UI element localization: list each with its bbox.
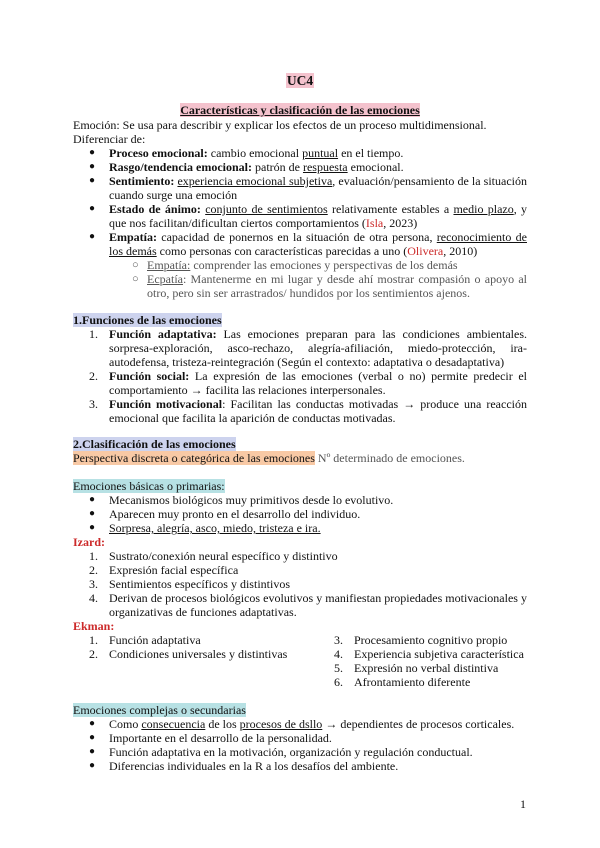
izard-item: 4. Derivan de procesos biológicos evolutivos y manifiestan propiedades motivacionales y organizativas de funciones adaptativas. bbox=[89, 591, 527, 619]
unit-code: UC4 bbox=[286, 73, 314, 88]
page-number: 1 bbox=[520, 797, 526, 811]
diff-item-estado-animo: ● Estado de ánimo: conjunto de sentimientos relativamente estables a medio plazo, y que nos facilitan/dificultan ciertos comportamientos (Isla, 2023) bbox=[89, 202, 528, 230]
complex-item: ● Importante en el desarrollo de la personalidad. bbox=[89, 731, 332, 745]
empathy-sub-empatia: ○ Empatía: comprender las emociones y perspectivas de los demás bbox=[132, 258, 458, 272]
complex-item: ● Función adaptativa en la motivación, organización y regulación conductual. bbox=[89, 745, 473, 759]
intro-line: Emoción: Se usa para describir y explicar los efectos de un proceso multidimensional. bbox=[73, 118, 487, 132]
function-item-adaptativa: 1. Función adaptativa: Las emociones preparan para las condiciones ambientales. sorpresa-exploración, asco-rechazo, alegría-afiliación, miedo-protección, ira-autodefensa, tristeza-reintegración (Según el contexto: adaptativa o desadaptativa) bbox=[89, 327, 528, 369]
basic-item: ● Mecanismos biológicos muy primitivos desde lo evolutivo. bbox=[89, 493, 394, 507]
ekman-item: 4. Experiencia subjetiva característica bbox=[334, 647, 524, 661]
ekman-item: 3. Procesamiento cognitivo propio bbox=[334, 633, 508, 647]
ekman-item: 6. Afrontamiento diferente bbox=[334, 675, 471, 689]
section-2-heading: 2.Clasificación de las emociones bbox=[73, 437, 236, 451]
diff-item-sentimiento: ● Sentimiento: experiencia emocional subjetiva, evaluación/pensamiento de la situación cuando surge una emoción bbox=[89, 174, 527, 202]
empathy-sub-ecpatia: ○ Ecpatía: Mantenerme en mi lugar y desde ahí mostrar compasión o apoyo al otro, pero sin ser arrastrados/ hundidos por los sentimientos ajenos. bbox=[132, 272, 527, 300]
izard-item: 1. Sustrato/conexión neural específico y distintivo bbox=[89, 549, 338, 563]
basic-emotions-heading: Emociones básicas o primarias: bbox=[73, 479, 225, 493]
ekman-item: 1. Función adaptativa bbox=[89, 633, 201, 647]
diff-item-proceso: ● Proceso emocional: cambio emocional puntual en el tiempo. bbox=[89, 146, 404, 160]
complex-emotions-heading: Emociones complejas o secundarias bbox=[73, 703, 246, 717]
basic-item: ● Aparecen muy pronto en el desarrollo del individuo. bbox=[89, 507, 361, 521]
page-title: Características y clasificación de las emociones bbox=[180, 103, 420, 117]
diff-item-rasgo: ● Rasgo/tendencia emocional: patrón de respuesta emocional. bbox=[89, 160, 404, 174]
ekman-label: Ekman: bbox=[73, 619, 115, 633]
perspective-line: Perspectiva discreta o categórica de las emociones Nº determinado de emociones. bbox=[73, 451, 465, 465]
complex-item: ● Como consecuencia de los procesos de dsllo → dependientes de procesos corticales. bbox=[89, 717, 515, 731]
izard-label: Izard: bbox=[73, 535, 105, 549]
function-item-social: 2. Función social: La expresión de las emociones (verbal o no) permite predecir el comportamiento → facilita las relaciones interpersonales. bbox=[89, 369, 527, 397]
diff-item-empatia: ● Empatía: capacidad de ponernos en la situación de otra persona, reconocimiento de los demás como personas con características parecidas a uno (Olivera, 2010) bbox=[89, 230, 527, 258]
complex-item: ● Diferencias individuales en la R a los desafíos del ambiente. bbox=[89, 759, 399, 773]
basic-item: ● Sorpresa, alegría, asco, miedo, tristeza e ira. bbox=[89, 521, 321, 535]
izard-item: 2. Expresión facial específica bbox=[89, 563, 239, 577]
izard-item: 3. Sentimientos específicos y distintivos bbox=[89, 577, 290, 591]
section-1-heading: 1.Funciones de las emociones bbox=[73, 313, 222, 327]
function-item-motivacional: 3. Función motivacional: Facilitan las conductas motivadas → produce una reacción emocional que facilita la aparición de conductas motivadas. bbox=[89, 397, 527, 425]
ekman-item: 5. Expresión no verbal distintiva bbox=[334, 661, 499, 675]
ekman-item: 2. Condiciones universales y distintivas bbox=[89, 647, 288, 661]
intro-diferenciar: Diferenciar de: bbox=[73, 132, 146, 146]
